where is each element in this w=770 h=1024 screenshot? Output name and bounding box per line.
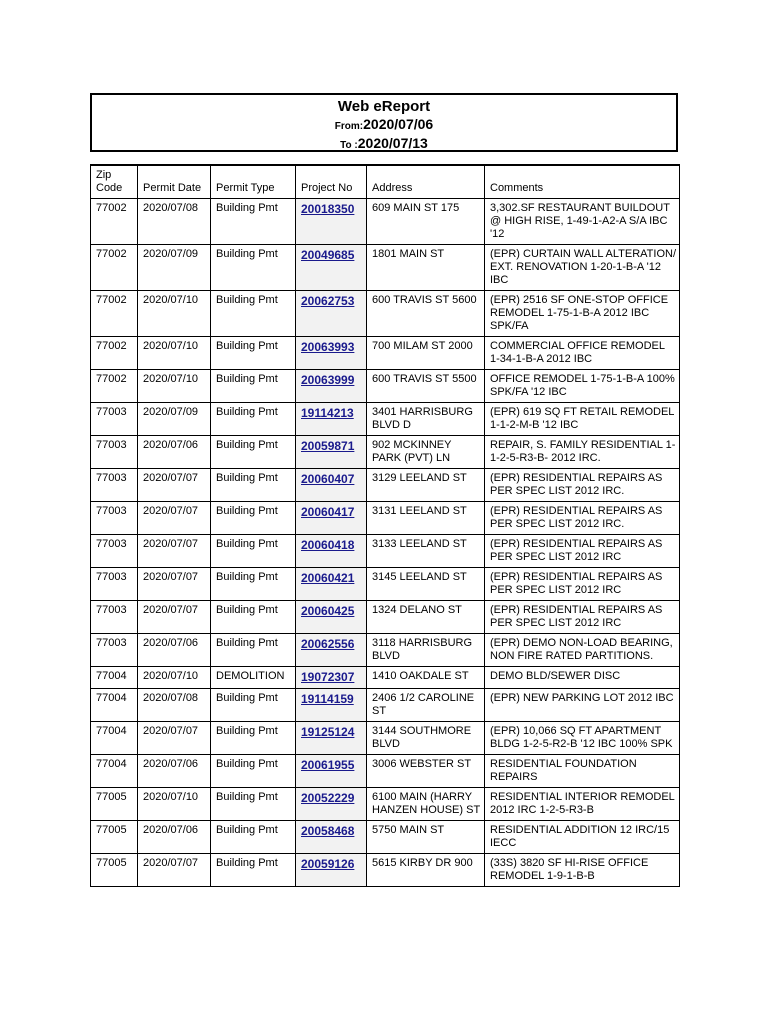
- permit-date-cell: 2020/07/07: [138, 601, 211, 634]
- permit-date-cell: 2020/07/09: [138, 245, 211, 291]
- table-row: [91, 788, 680, 821]
- address-cell: 1410 OAKDALE ST: [367, 667, 485, 689]
- comments-cell: COMMERCIAL OFFICE REMODEL 1-34-1-B-A 2012 IBC: [485, 337, 680, 370]
- project-no-cell: [296, 245, 367, 291]
- project-link[interactable]: 20063993: [301, 340, 355, 354]
- project-link[interactable]: 20049685: [301, 248, 355, 262]
- zip-code-cell: 77002: [91, 337, 138, 370]
- permit-type-cell: Building Pmt: [211, 535, 296, 568]
- project-no-cell: [296, 821, 367, 854]
- table-row: [91, 337, 680, 370]
- comments-cell: DEMO BLD/SEWER DISC: [485, 667, 680, 689]
- comments-cell: (EPR) CURTAIN WALL ALTERATION/ EXT. RENOVATION 1-20-1-B-A '12 IBC: [485, 245, 680, 291]
- project-no-cell: [296, 634, 367, 667]
- project-no-cell: [296, 667, 367, 689]
- permit-table-container: [90, 164, 680, 921]
- address-cell: 3144 SOUTHMORE BLVD: [367, 722, 485, 755]
- permit-date-cell: 2020/07/06: [138, 755, 211, 788]
- permit-table: [90, 164, 680, 887]
- project-link[interactable]: 20060418: [301, 538, 355, 552]
- permit-date-cell: 2020/07/08: [138, 689, 211, 722]
- table-row: [91, 469, 680, 502]
- zip-code-cell: 77002: [91, 291, 138, 337]
- project-no-cell: [296, 722, 367, 755]
- zip-code-cell: 77003: [91, 403, 138, 436]
- comments-cell: (EPR) RESIDENTIAL REPAIRS AS PER SPEC LIST 2012 IRC: [485, 568, 680, 601]
- permit-date-cell: 2020/07/06: [138, 634, 211, 667]
- comments-cell: RESIDENTIAL INTERIOR REMODEL 2012 IRC 1-2-5-R3-B: [485, 788, 680, 821]
- project-link[interactable]: 20058468: [301, 824, 355, 838]
- address-cell: 5750 MAIN ST: [367, 821, 485, 854]
- table-row: [91, 601, 680, 634]
- address-cell: 3006 WEBSTER ST: [367, 755, 485, 788]
- address-cell: 3131 LEELAND ST: [367, 502, 485, 535]
- permit-date-cell: 2020/07/06: [138, 821, 211, 854]
- header-zip-code: Zip Code: [91, 165, 138, 199]
- project-link[interactable]: 19114213: [301, 406, 354, 420]
- permit-date-cell: 2020/07/07: [138, 722, 211, 755]
- table-row: [91, 667, 680, 689]
- zip-code-cell: 77003: [91, 601, 138, 634]
- project-link[interactable]: 19072307: [301, 670, 355, 684]
- permit-date-cell: 2020/07/10: [138, 788, 211, 821]
- permit-type-cell: Building Pmt: [211, 337, 296, 370]
- permit-date-cell: 2020/07/07: [138, 568, 211, 601]
- address-cell: 3145 LEELAND ST: [367, 568, 485, 601]
- permit-date-cell: 2020/07/10: [138, 667, 211, 689]
- permit-type-cell: Building Pmt: [211, 788, 296, 821]
- project-no-cell: [296, 291, 367, 337]
- project-link[interactable]: 20059126: [301, 857, 355, 871]
- table-row: [91, 689, 680, 722]
- project-no-cell: [296, 403, 367, 436]
- table-row: [91, 245, 680, 291]
- zip-code-cell: 77005: [91, 854, 138, 887]
- comments-cell: (EPR) RESIDENTIAL REPAIRS AS PER SPEC LIST 2012 IRC: [485, 601, 680, 634]
- project-no-cell: [296, 337, 367, 370]
- table-row: [91, 634, 680, 667]
- address-cell: 600 TRAVIS ST 5600: [367, 291, 485, 337]
- address-cell: 6100 MAIN (HARRY HANZEN HOUSE) ST: [367, 788, 485, 821]
- permit-date-cell: 2020/07/07: [138, 502, 211, 535]
- project-link[interactable]: 20052229: [301, 791, 355, 805]
- permit-date-cell: 2020/07/09: [138, 403, 211, 436]
- from-label: From:: [334, 121, 364, 132]
- table-row: [91, 502, 680, 535]
- permit-type-cell: Building Pmt: [211, 436, 296, 469]
- comments-cell: (33S) 3820 SF HI-RISE OFFICE REMODEL 1-9-1-B-B: [485, 854, 680, 887]
- zip-code-cell: 77003: [91, 568, 138, 601]
- project-no-cell: [296, 854, 367, 887]
- header-permit-date: Permit Date: [138, 165, 211, 199]
- project-no-cell: [296, 689, 367, 722]
- project-no-cell: [296, 535, 367, 568]
- project-link[interactable]: 20062753: [301, 294, 355, 308]
- address-cell: 3133 LEELAND ST: [367, 535, 485, 568]
- project-link[interactable]: 20060425: [301, 604, 355, 618]
- table-header-row: [91, 165, 680, 199]
- zip-code-cell: 77002: [91, 199, 138, 245]
- comments-cell: (EPR) RESIDENTIAL REPAIRS AS PER SPEC LIST 2012 IRC.: [485, 502, 680, 535]
- zip-code-cell: 77002: [91, 370, 138, 403]
- address-cell: 1324 DELANO ST: [367, 601, 485, 634]
- project-no-cell: [296, 469, 367, 502]
- table-row: [91, 722, 680, 755]
- project-link[interactable]: 20018350: [301, 202, 355, 216]
- report-title: Web eReport: [337, 98, 431, 115]
- to-date: 2020/07/13: [357, 135, 428, 151]
- project-link[interactable]: 19114159: [301, 692, 354, 706]
- project-link[interactable]: 20060421: [301, 571, 355, 585]
- header-project-no: Project No: [296, 165, 367, 199]
- project-link[interactable]: 20061955: [301, 758, 355, 772]
- zip-code-cell: 77003: [91, 469, 138, 502]
- comments-cell: RESIDENTIAL FOUNDATION REPAIRS: [485, 755, 680, 788]
- permit-type-cell: Building Pmt: [211, 502, 296, 535]
- address-cell: 5615 KIRBY DR 900: [367, 854, 485, 887]
- project-link[interactable]: 20062556: [301, 637, 355, 651]
- zip-code-cell: 77005: [91, 821, 138, 854]
- comments-cell: (EPR) RESIDENTIAL REPAIRS AS PER SPEC LIST 2012 IRC: [485, 535, 680, 568]
- address-cell: 3118 HARRISBURG BLVD: [367, 634, 485, 667]
- zip-code-cell: 77003: [91, 634, 138, 667]
- project-link[interactable]: 19125124: [301, 725, 355, 739]
- comments-cell: RESIDENTIAL ADDITION 12 IRC/15 IECC: [485, 821, 680, 854]
- comments-cell: REPAIR, S. FAMILY RESIDENTIAL 1-1-2-5-R3-B- 2012 IRC.: [485, 436, 680, 469]
- permit-type-cell: Building Pmt: [211, 245, 296, 291]
- permit-date-cell: 2020/07/10: [138, 291, 211, 337]
- project-no-cell: [296, 788, 367, 821]
- project-no-cell: [296, 568, 367, 601]
- permit-date-cell: 2020/07/07: [138, 854, 211, 887]
- project-no-cell: [296, 601, 367, 634]
- permit-type-cell: Building Pmt: [211, 291, 296, 337]
- project-link[interactable]: 20060417: [301, 505, 355, 519]
- table-row: [91, 199, 680, 245]
- comments-cell: (EPR) NEW PARKING LOT 2012 IBC: [485, 689, 680, 722]
- project-no-cell: [296, 370, 367, 403]
- address-cell: 902 MCKINNEY PARK (PVT) LN: [367, 436, 485, 469]
- zip-code-cell: 77004: [91, 667, 138, 689]
- table-row: [91, 854, 680, 887]
- zip-code-cell: 77003: [91, 535, 138, 568]
- permit-type-cell: Building Pmt: [211, 821, 296, 854]
- header-address: Address: [367, 165, 485, 199]
- address-cell: 3129 LEELAND ST: [367, 469, 485, 502]
- permit-type-cell: Building Pmt: [211, 568, 296, 601]
- table-row: [91, 568, 680, 601]
- table-row: [91, 370, 680, 403]
- address-cell: 1801 MAIN ST: [367, 245, 485, 291]
- permit-date-cell: 2020/07/10: [138, 337, 211, 370]
- permit-type-cell: Building Pmt: [211, 601, 296, 634]
- project-no-cell: [296, 502, 367, 535]
- zip-code-cell: 77004: [91, 722, 138, 755]
- zip-code-cell: 77002: [91, 245, 138, 291]
- project-no-cell: [296, 199, 367, 245]
- permit-type-cell: Building Pmt: [211, 370, 296, 403]
- header-comments: Comments: [485, 165, 680, 199]
- comments-cell: (EPR) RESIDENTIAL REPAIRS AS PER SPEC LIST 2012 IRC.: [485, 469, 680, 502]
- permit-type-cell: DEMOLITION: [211, 667, 296, 689]
- zip-code-cell: 77003: [91, 502, 138, 535]
- address-cell: 2406 1/2 CAROLINE ST: [367, 689, 485, 722]
- comments-cell: (EPR) 10,066 SQ FT APARTMENT BLDG 1-2-5-R2-B '12 IBC 100% SPK: [485, 722, 680, 755]
- address-cell: 3401 HARRISBURG BLVD D: [367, 403, 485, 436]
- header-permit-type: Permit Type: [211, 165, 296, 199]
- permit-type-cell: Building Pmt: [211, 199, 296, 245]
- permit-date-cell: 2020/07/06: [138, 436, 211, 469]
- zip-code-cell: 77004: [91, 755, 138, 788]
- table-row: [91, 291, 680, 337]
- zip-code-cell: 77004: [91, 689, 138, 722]
- comments-cell: (EPR) DEMO NON-LOAD BEARING, NON FIRE RATED PARTITIONS.: [485, 634, 680, 667]
- permit-date-cell: 2020/07/07: [138, 469, 211, 502]
- to-label: To :: [340, 140, 358, 151]
- from-line: [92, 116, 676, 135]
- zip-code-cell: 77003: [91, 436, 138, 469]
- comments-cell: OFFICE REMODEL 1-75-1-B-A 100% SPK/FA '12 IBC: [485, 370, 680, 403]
- comments-cell: (EPR) 619 SQ FT RETAIL REMODEL 1-1-2-M-B '12 IBC: [485, 403, 680, 436]
- zip-code-cell: 77005: [91, 788, 138, 821]
- permit-date-cell: 2020/07/08: [138, 199, 211, 245]
- permit-type-cell: Building Pmt: [211, 634, 296, 667]
- table-row: [91, 755, 680, 788]
- report-header: [90, 93, 678, 152]
- permit-date-cell: 2020/07/10: [138, 370, 211, 403]
- permit-type-cell: Building Pmt: [211, 469, 296, 502]
- project-no-cell: [296, 436, 367, 469]
- permit-type-cell: Building Pmt: [211, 689, 296, 722]
- permit-type-cell: Building Pmt: [211, 722, 296, 755]
- table-row: [91, 535, 680, 568]
- project-link[interactable]: 20063999: [301, 373, 355, 387]
- project-no-cell: [296, 755, 367, 788]
- address-cell: 600 TRAVIS ST 5500: [367, 370, 485, 403]
- permit-type-cell: Building Pmt: [211, 755, 296, 788]
- project-link[interactable]: 20060407: [301, 472, 355, 486]
- project-link[interactable]: 20059871: [301, 439, 355, 453]
- table-row: [91, 821, 680, 854]
- to-line: [92, 135, 676, 154]
- permit-date-cell: 2020/07/07: [138, 535, 211, 568]
- address-cell: 609 MAIN ST 175: [367, 199, 485, 245]
- from-date: 2020/07/06: [363, 116, 434, 132]
- table-row: [91, 436, 680, 469]
- table-row: [91, 403, 680, 436]
- permit-type-cell: Building Pmt: [211, 854, 296, 887]
- comments-cell: (EPR) 2516 SF ONE-STOP OFFICE REMODEL 1-75-1-B-A 2012 IBC SPK/FA: [485, 291, 680, 337]
- permit-type-cell: Building Pmt: [211, 403, 296, 436]
- address-cell: 700 MILAM ST 2000: [367, 337, 485, 370]
- comments-cell: 3,302.SF RESTAURANT BUILDOUT @ HIGH RISE, 1-49-1-A2-A S/A IBC '12: [485, 199, 680, 245]
